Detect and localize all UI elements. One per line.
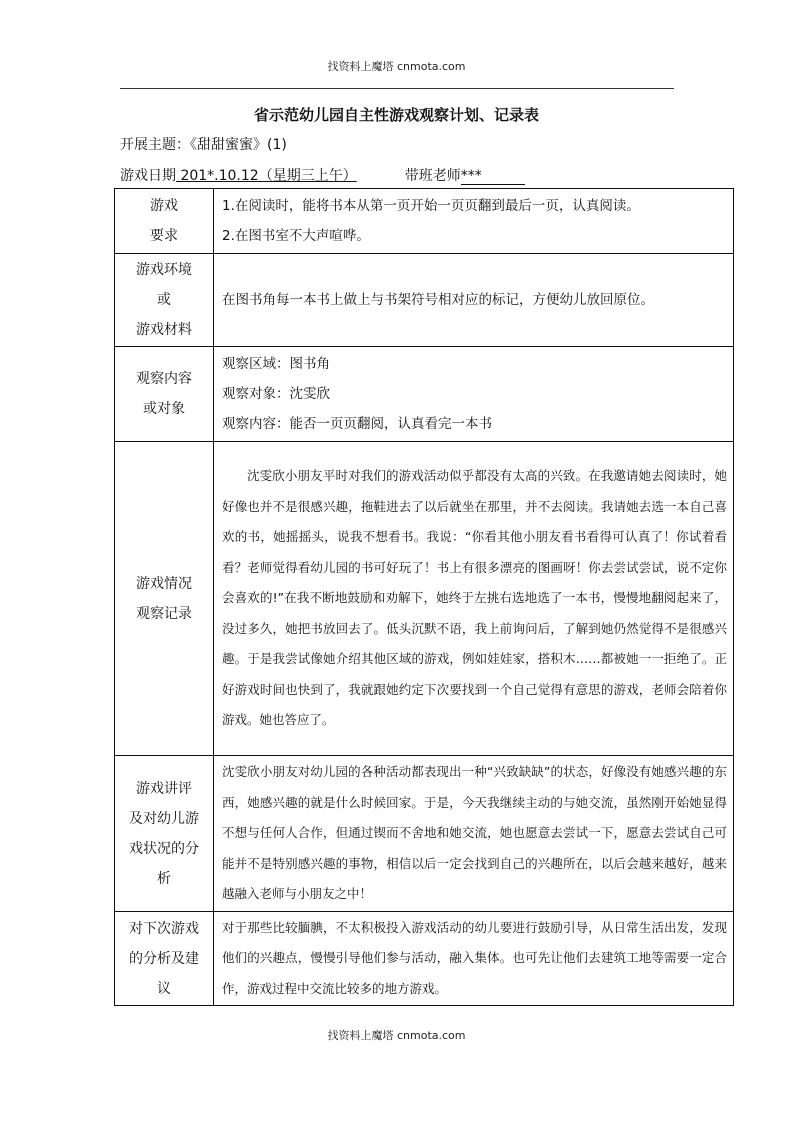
row-content-next-suggestions — [214, 912, 734, 1006]
observation-item: 观察区域：图书角 — [222, 356, 330, 372]
table-row — [115, 189, 734, 254]
label-line: 游戏环境 — [136, 262, 192, 278]
evaluation-text: 沈雯欣小朋友对幼儿园的各种活动都表现出一种“兴致缺缺”的状态，好像没有她感兴趣的东西，她感兴趣的就是什么时候回家。于是，今天我继续主动的与她交流，虽然刚开始她显得不想与任何人合作，但通过锲而不舍地和她交流，她也愿意去尝试一下，愿意去尝试自己可能并不是特别感兴趣的事物，相信以后一定会找到自己的兴趣所在，以后会越来越好，越来越融入老师与小朋友之中！ — [222, 764, 727, 902]
requirement-item: 1.在阅读时，能将书本从第一页开始一页页翻到最后一页，认真阅读。 — [222, 198, 640, 214]
label-line: 析 — [157, 870, 171, 887]
observation-item: 观察内容：能否一页页翻阅，认真看完一本书 — [222, 416, 492, 432]
environment-text: 在图书角每一本书上做上与书架符号相对应的标记，方便幼儿放回原位。 — [222, 292, 654, 308]
table-row — [115, 912, 734, 1006]
row-content-observation-record — [214, 442, 734, 756]
row-label-requirements — [115, 189, 214, 254]
row-label-observation-target — [115, 347, 214, 442]
teacher-label: 带班老师 — [404, 168, 461, 184]
row-content-environment — [214, 254, 734, 347]
row-label-evaluation — [115, 756, 214, 912]
date-value: 201*.10.12（星期三上午） — [176, 168, 357, 184]
label-line: 议 — [157, 980, 171, 997]
requirement-item: 2.在图书室不大声喧哗。 — [222, 228, 370, 244]
observation-item: 观察对象：沈雯欣 — [222, 386, 330, 402]
table-row — [115, 254, 734, 347]
page-header: 找资料上魔塔 cnmota.com — [327, 60, 466, 73]
document-title: 省示范幼儿园自主性游戏观察计划、记录表 — [253, 106, 539, 124]
label-line: 游戏情况 — [136, 575, 192, 592]
header-divider — [120, 88, 674, 89]
label-line: 游戏讲评 — [136, 780, 192, 797]
date-label: 游戏日期 — [120, 168, 176, 184]
row-content-evaluation — [214, 756, 734, 912]
activity-subject: 开展主题：《甜甜蜜蜜》(1) — [120, 137, 287, 153]
label-line: 或 — [157, 292, 171, 308]
label-line: 观察记录 — [136, 605, 192, 622]
table-row — [115, 347, 734, 442]
label-line: 观察内容 — [136, 371, 192, 387]
label-line: 游戏 — [150, 198, 178, 214]
row-label-environment — [115, 254, 214, 347]
row-label-next-suggestions — [115, 912, 214, 1006]
page-footer: 找资料上魔塔 cnmota.com — [327, 1029, 466, 1042]
label-line: 要求 — [150, 228, 178, 244]
row-label-observation-record — [115, 442, 214, 756]
date-teacher-line — [120, 165, 525, 185]
label-line: 及对幼儿游 — [129, 810, 199, 827]
row-content-requirements — [214, 189, 734, 254]
table-row — [115, 442, 734, 756]
observation-table — [114, 188, 734, 1006]
table-row — [115, 756, 734, 912]
observation-record-text: 沈雯欣小朋友平时对我们的游戏活动似乎都没有太高的兴致。在我邀请她去阅读时，她好像也并不是很感兴趣，拖鞋进去了以后就坐在那里，并不去阅读。我请她去选一本自己喜欢的书，她摇摇头，说我不想看书。我说：“你看其他小朋友看书看得可认真了！你试着看看？老师觉得看幼儿园的书可好玩了！书上有很多漂亮的图画呀！你去尝试尝试，说不定你会喜欢的!”在我不断地鼓励和劝解下，她终于左挑右选地选了一本书，慢慢地翻阅起来了，没过多久，她把书放回去了。低头沉默不语，我上前询问后，了解到她仍然觉得不是很感兴趣。于是我尝试像她介绍其他区域的游戏，例如娃娃家，搭积木……都被她一一拒绝了。正好游戏时间也快到了，我就跟她约定下次要找到一个自己觉得有意思的游戏，老师会陪着你游戏。她也答应了。 — [222, 468, 727, 728]
label-line: 游戏材料 — [136, 322, 192, 338]
label-line: 戏状况的分 — [129, 840, 199, 857]
label-line: 的分析及建 — [129, 950, 199, 967]
label-line: 对下次游戏 — [129, 920, 199, 937]
teacher-value: *** — [461, 169, 525, 185]
label-line: 或对象 — [143, 401, 185, 417]
row-content-observation-target — [214, 347, 734, 442]
suggestions-text: 对于那些比较腼腆，不太积极投入游戏活动的幼儿要进行鼓励引导，从日常生活出发，发现他们的兴趣点，慢慢引导他们参与活动，融入集体。也可先让他们去建筑工地等需要一定合作，游戏过程中交流比较多的地方游戏。 — [222, 919, 727, 996]
